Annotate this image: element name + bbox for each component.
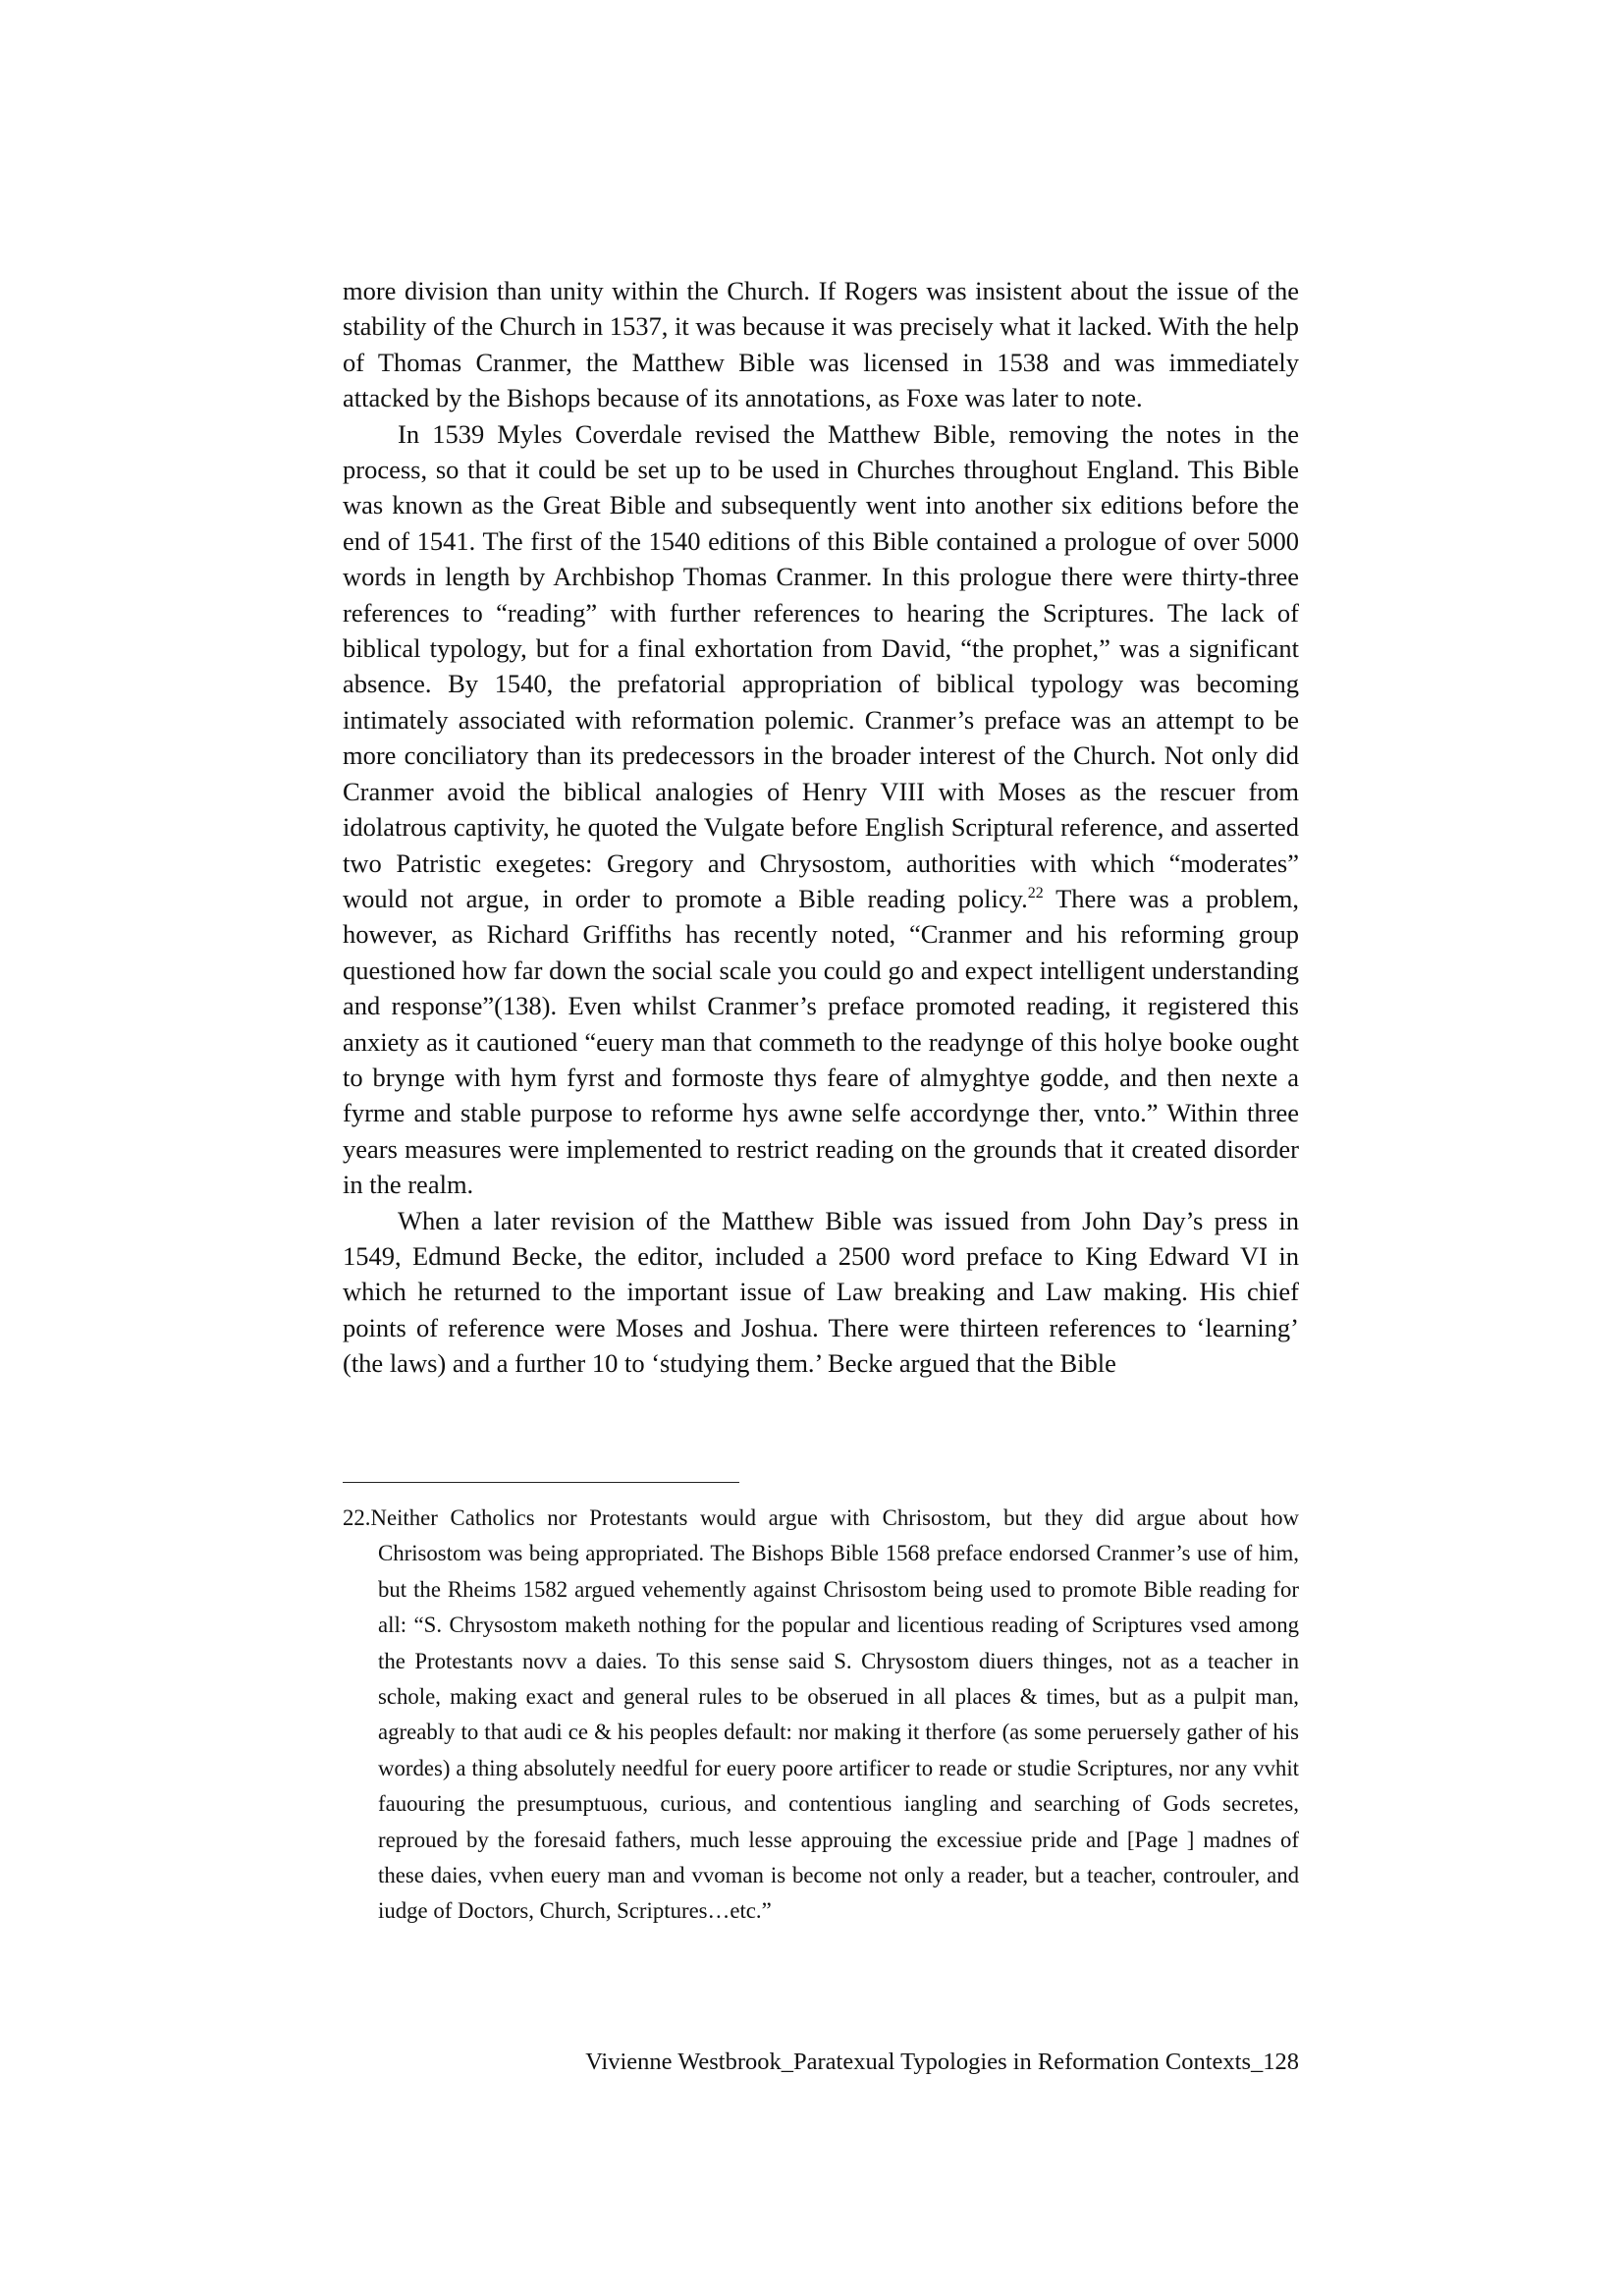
main-text bbox=[343, 273, 1299, 1382]
paragraph-2-text-a: In 1539 Myles Coverdale revised the Matthew Bible, removing the notes in the process, so that it could be set up to be used in Churches throughout England. This Bible was known as the Great Bible and subsequently went into another six editions before the end of 1541. The first of the 1540 editions of this Bible contained a prologue of over 5000 words in length by Archbishop Thomas Cranmer. In this prologue there were thirty-three references to “reading” with further references to hearing the Scriptures. The lack of biblical typology, but for a final exhortation from David, “the prophet,” was a significant absence. By 1540, the prefatorial appropriation of biblical typology was becoming intimately associated with reformation polemic. Cranmer’s preface was an attempt to be more conciliatory than its predecessors in the broader interest of the Church. Not only did Cranmer avoid the biblical analogies of Henry VIII with Moses as the rescuer from idolatrous captivity, he quoted the Vulgate before English Scriptural reference, and asserted two Patristic exegetes: Gregory and Chrysostom, authorities with which “moderates” would not argue, in order to promote a Bible reading policy. bbox=[343, 418, 1299, 913]
paragraph-1: more division than unity within the Church. If Rogers was insistent about the issue of the stability of the Church in 1537, it was because it was precisely what it lacked. With the help of Thomas Cranmer, the Matthew Bible was licensed in 1538 and was immediately attacked by the Bishops because of its annotations, as Foxe was later to note. bbox=[343, 276, 1299, 413]
paragraph-3: When a later revision of the Matthew Bible was issued from John Day’s press in 1549, Edmund Becke, the editor, included a 2500 word preface to King Edward VI in which he returned to the important issue of Law breaking and Law making. His chief points of reference were Moses and Joshua. There were thirteen references to ‘learning’ (the laws) and a further 10 to ‘studying them.’ Becke argued that the Bible bbox=[343, 1205, 1299, 1379]
paragraph-2 bbox=[343, 416, 1299, 1203]
running-footer: Vivienne Westbrook_Paratexual Typologies in Reformation Contexts_128 bbox=[585, 2049, 1299, 2075]
paragraph-2-text-b: There was a problem, however, as Richard Griffiths has recently noted, “Cranmer and his reforming group questioned how far down the social scale you could go and expect intelligent understanding and response”(138). Even whilst Cranmer’s preface promoted reading, it registered this anxiety as it cautioned “euery man that commeth to the readynge of this holye booke ought to brynge with hym fyrst and formoste thys feare of almyghtye godde, and then nexte a fyrme and stable purpose to reforme hys awne selfe accordynge ther, vnto.” Within three years measures were implemented to restrict reading on the grounds that it created disorder in the realm. bbox=[343, 883, 1299, 1200]
footnote-reference-22[interactable]: 22 bbox=[1027, 885, 1044, 902]
footnote-separator bbox=[343, 1482, 739, 1483]
footnote-22 bbox=[343, 1501, 1299, 1930]
footnote-22-text: 22.Neither Catholics nor Protestants would argue with Chrisostom, but they did argue about how Chrisostom was being appropriated. The Bishops Bible 1568 preface endorsed Cranmer’s use of him, but the Rheims 1582 argued vehemently against Chrisostom being used to promote Bible reading for all: “S. Chrysostom maketh nothing for the popular and licentious reading of Scriptures vsed among the Protestants novv a daies. To this sense said S. Chrysostom diuers thinges, not as a teacher in schole, making exact and general rules to be obserued in all places & times, but as a pulpit man, agreably to that audi ce & his peoples default: nor making it therfore (as some peruersely gather of his wordes) a thing absolutely needful for euery poore artificer to reade or studie Scriptures, nor any vvhit fauouring the presumptuous, curious, and contentious iangling and searching of Gods secretes, reproued by the foresaid fathers, much lesse approuing the excessiue pride and [Page ] madnes of these daies, vvhen euery man and vvoman is become not only a reader, but a teacher, controuler, and iudge of Doctors, Church, Scriptures…etc.” bbox=[343, 1505, 1299, 1924]
